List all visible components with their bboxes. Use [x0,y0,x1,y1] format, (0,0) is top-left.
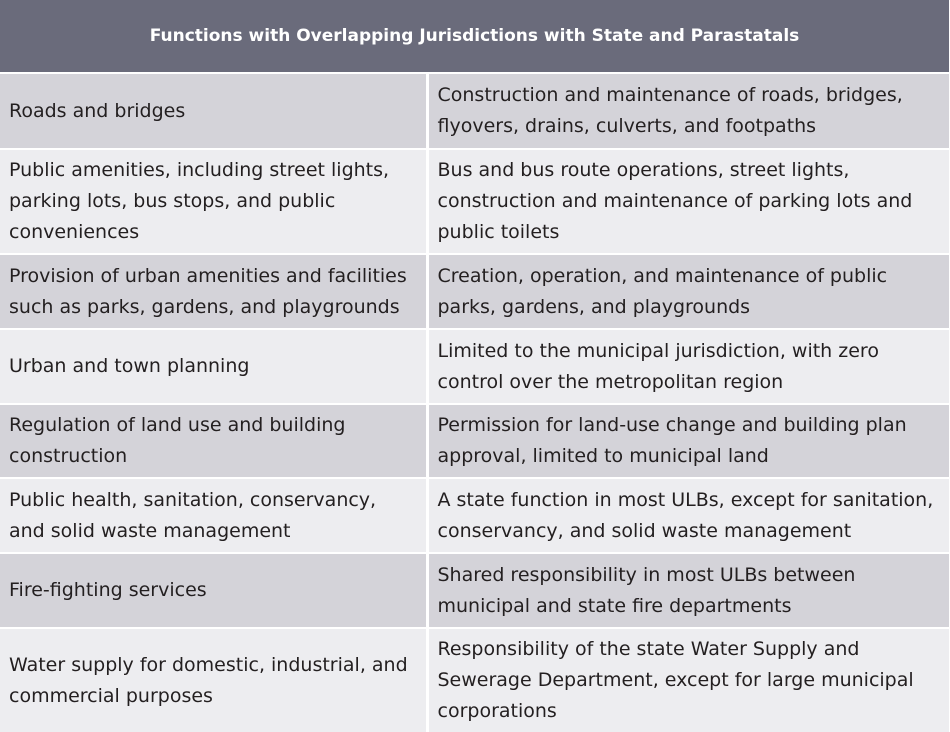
function-cell: Roads and bridges [0,73,427,149]
function-cell: Fire-fighting services [0,553,427,628]
table-row [0,73,950,149]
detail-cell: Permission for land-use change and building plan approval, limited to municipal land [427,404,950,478]
table-row [0,478,950,553]
table-row [0,553,950,628]
table-row [0,329,950,404]
table-row [0,404,950,478]
function-cell: Urban and town planning [0,329,427,404]
function-cell: Public amenities, including street lights, parking lots, bus stops, and public conveniences [0,149,427,254]
function-cell: Public health, sanitation, conservancy, and solid waste management [0,478,427,553]
table-row [0,628,950,732]
detail-cell: Limited to the municipal jurisdiction, with zero control over the metropolitan region [427,329,950,404]
function-cell: Regulation of land use and building construction [0,404,427,478]
function-cell: Water supply for domestic, industrial, and commercial purposes [0,628,427,732]
table-row [0,149,950,254]
table-header-row [0,0,950,73]
detail-cell: Responsibility of the state Water Supply and Sewerage Department, except for large municipal corporations [427,628,950,732]
detail-cell: Creation, operation, and maintenance of public parks, gardens, and playgrounds [427,254,950,329]
function-cell: Provision of urban amenities and facilities such as parks, gardens, and playgrounds [0,254,427,329]
table-title: Functions with Overlapping Jurisdictions with State and Parastatals [0,0,950,73]
detail-cell: Construction and maintenance of roads, bridges, flyovers, drains, culverts, and footpaths [427,73,950,149]
detail-cell: Bus and bus route operations, street lights, construction and maintenance of parking lots and public toilets [427,149,950,254]
detail-cell: Shared responsibility in most ULBs between municipal and state fire departments [427,553,950,628]
detail-cell: A state function in most ULBs, except for sanitation, conservancy, and solid waste management [427,478,950,553]
table-row [0,254,950,329]
